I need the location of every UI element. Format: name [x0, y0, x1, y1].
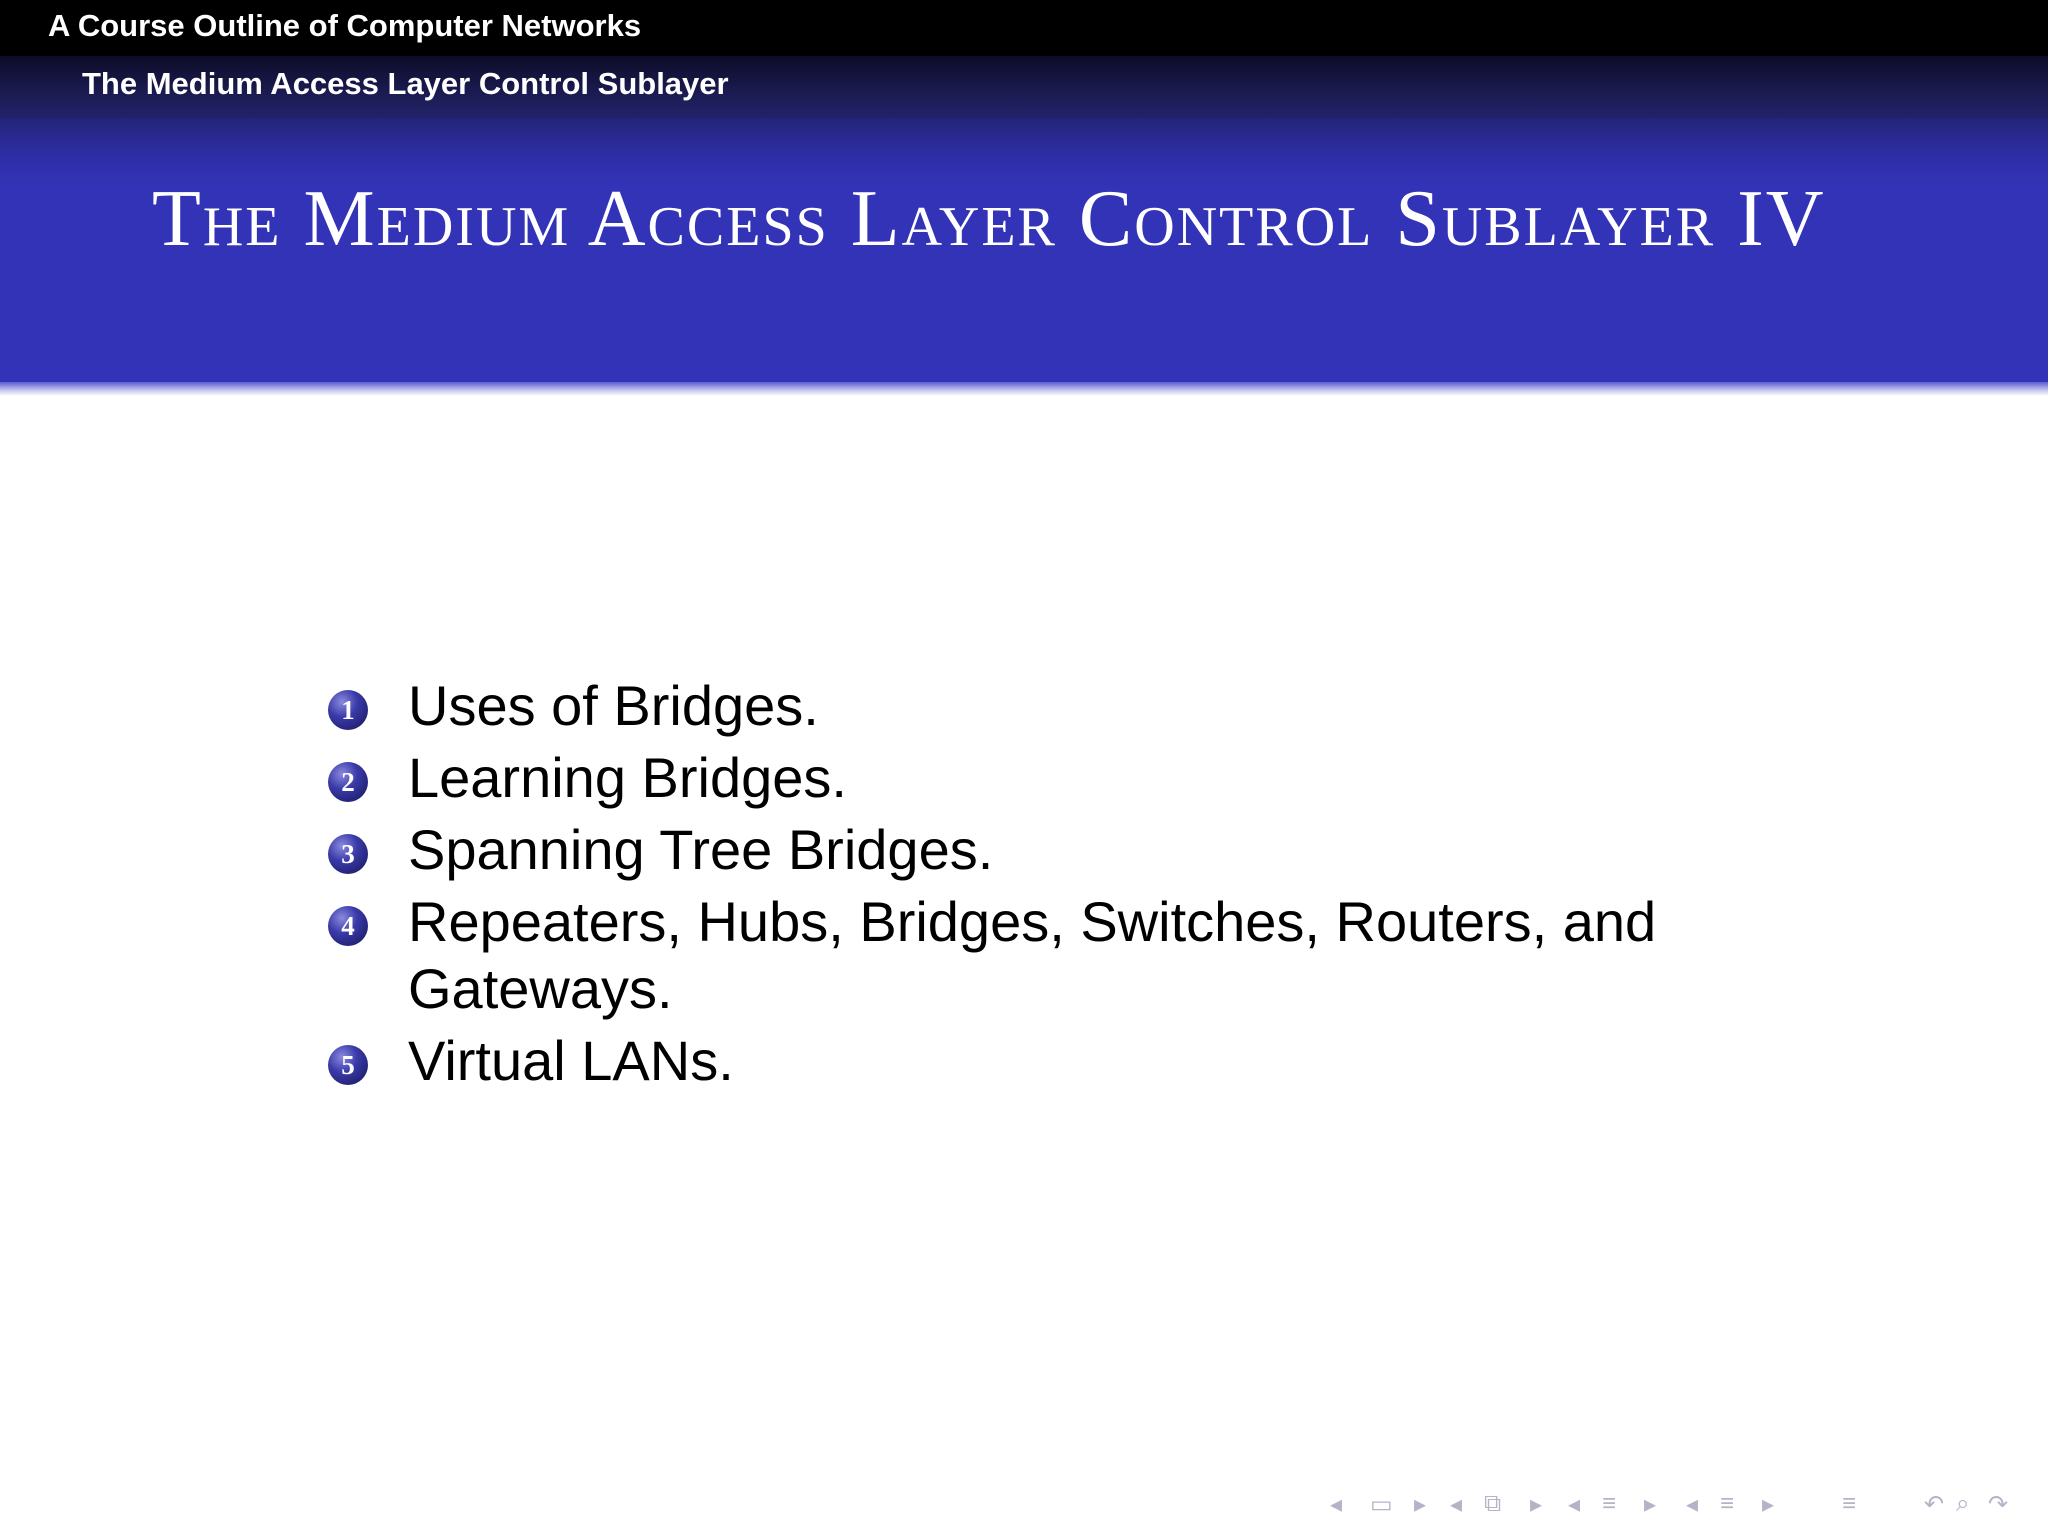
- arrow-left-icon[interactable]: ◂: [1450, 1491, 1463, 1518]
- section-icon[interactable]: ≡: [1602, 1490, 1617, 1517]
- search-icon[interactable]: ⌕: [1956, 1490, 1970, 1517]
- number-ball-icon: 3: [328, 834, 368, 874]
- course-header-bar: [0, 0, 2048, 56]
- navigation-bar: [1330, 1490, 2030, 1520]
- section-title[interactable]: The Medium Access Layer Control Sublayer: [82, 66, 729, 101]
- arrow-right-icon[interactable]: ▸: [1414, 1491, 1427, 1518]
- number-ball-icon: 4: [328, 906, 368, 946]
- arrow-right-icon[interactable]: ▸: [1762, 1491, 1775, 1518]
- list-item-text: Repeaters, Hubs, Bridges, Switches, Routers, and Gateways.: [408, 890, 1657, 1020]
- align-icon[interactable]: ≡: [1842, 1490, 1857, 1517]
- list-item: [326, 816, 1746, 883]
- number-ball-icon: 2: [328, 762, 368, 802]
- number-ball-icon: 5: [328, 1045, 368, 1085]
- frame-title: The Medium Access Layer Control Sublayer IV: [152, 175, 1826, 263]
- number-ball-icon: 1: [328, 690, 368, 730]
- frame-title-shadow: [0, 382, 2048, 396]
- section-header-bar: [0, 56, 2048, 118]
- list-item: [326, 672, 1746, 739]
- arrow-right-icon[interactable]: ▸: [1644, 1491, 1657, 1518]
- list-item-text: Uses of Bridges.: [408, 674, 819, 737]
- list-item: [326, 744, 1746, 811]
- list-item-text: Learning Bridges.: [408, 746, 847, 809]
- subsection-icon[interactable]: ⧉: [1484, 1490, 1502, 1517]
- arrow-left-icon[interactable]: ◂: [1686, 1491, 1699, 1518]
- topic-list: [326, 672, 1746, 1099]
- undo-icon[interactable]: ↶: [1924, 1491, 1945, 1518]
- redo-icon[interactable]: ↷: [1988, 1491, 2009, 1518]
- arrow-left-icon[interactable]: ◂: [1568, 1491, 1581, 1518]
- frame-icon[interactable]: ▭: [1370, 1491, 1393, 1518]
- list-item: [326, 1027, 1746, 1094]
- arrow-right-icon[interactable]: ▸: [1530, 1491, 1543, 1518]
- list-item-text: Virtual LANs.: [408, 1029, 734, 1092]
- list-item: [326, 888, 1746, 1022]
- arrow-left-icon[interactable]: ◂: [1330, 1491, 1343, 1518]
- course-title[interactable]: A Course Outline of Computer Networks: [48, 8, 642, 43]
- list-item-text: Spanning Tree Bridges.: [408, 818, 994, 881]
- frame-title-bar: [0, 118, 2048, 388]
- toc-icon[interactable]: ≡: [1720, 1490, 1735, 1517]
